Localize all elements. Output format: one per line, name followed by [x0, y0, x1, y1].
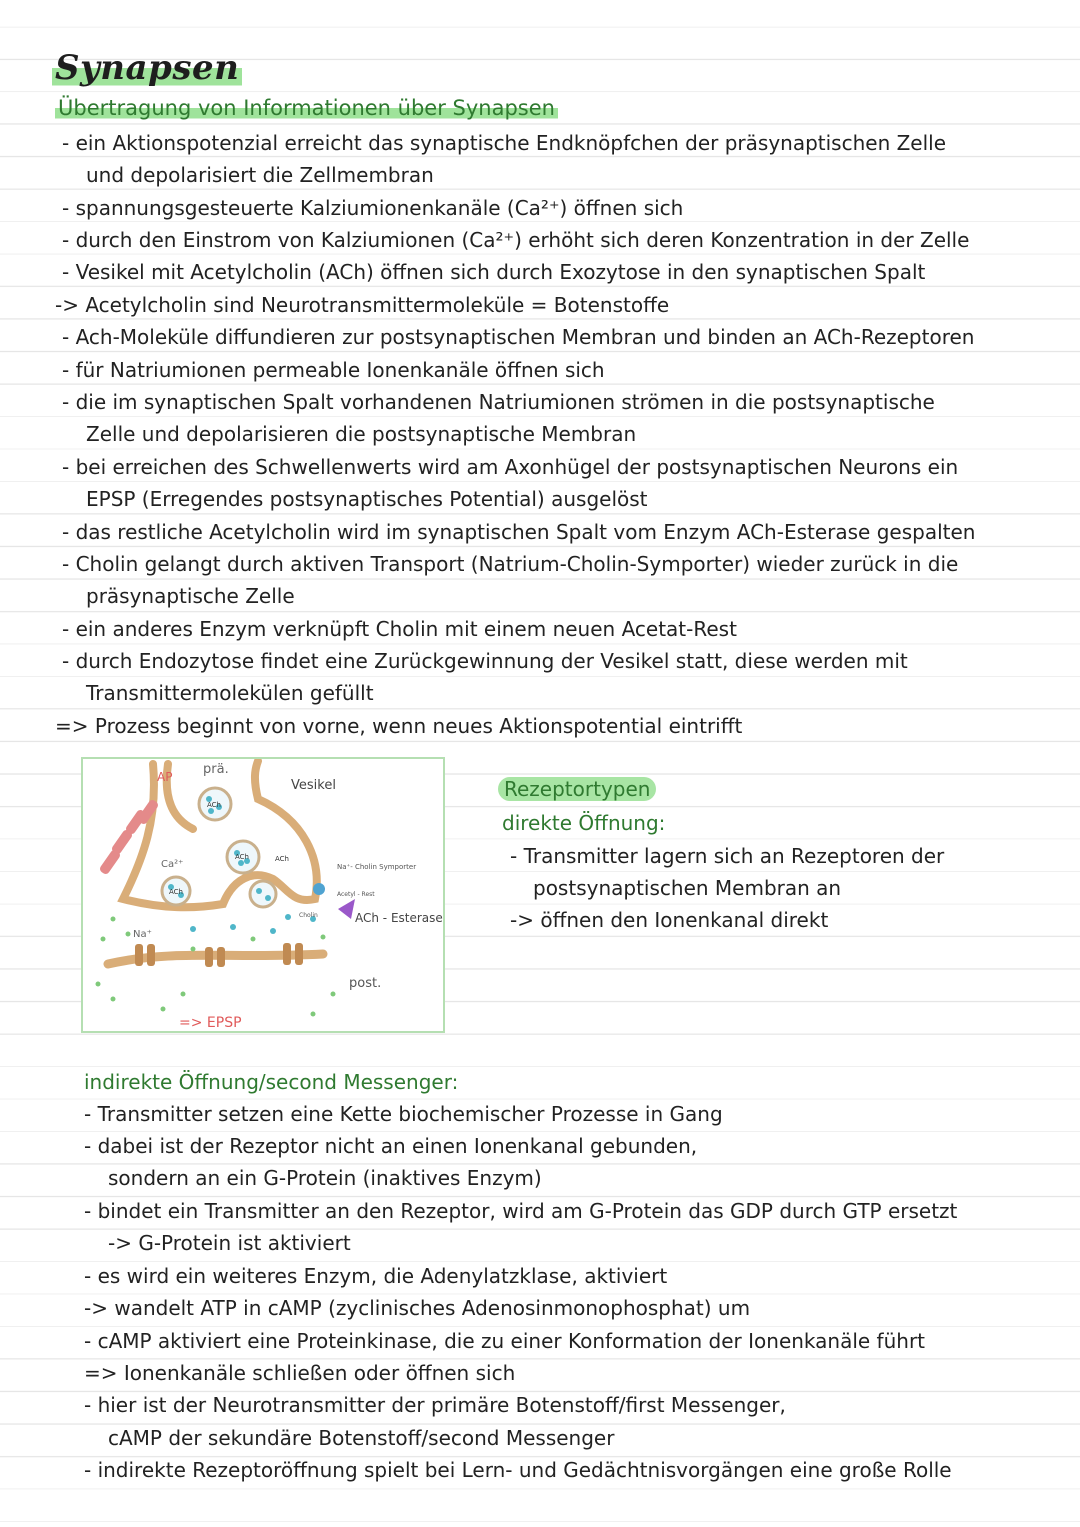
text-line: Zelle und depolarisieren die postsynaptische Membran — [86, 422, 637, 446]
vesicle-icon — [250, 881, 276, 907]
text-line: - bindet ein Transmitter an den Rezeptor, wird am G-Protein das GDP durch GTP ersetzt — [84, 1199, 958, 1223]
text-line: - Ach-Moleküle diffundieren zur postsynaptischen Membran und binden an ACh-Rezeptoren — [62, 325, 975, 349]
text-line: - indirekte Rezeptoröffnung spielt bei Lern- und Gedächtnisvorgängen eine große Rolle — [84, 1458, 952, 1482]
text-line: - für Natriumionen permeable Ionenkanäle öffnen sich — [62, 358, 605, 382]
pre-label: prä. — [203, 762, 229, 777]
presynaptic-membrane — [123, 761, 317, 907]
synapse-illustration — [83, 759, 443, 1031]
receptor-icon — [283, 943, 291, 965]
direct-opening-heading: direkte Öffnung: — [502, 811, 666, 835]
text-line: -> wandelt ATP in cAMP (zyclinisches Adenosinmonophosphat) um — [84, 1296, 751, 1320]
text-line: - das restliche Acetylcholin wird im synaptischen Spalt vom Enzym ACh-Esterase gespalten — [62, 520, 976, 544]
ach-label: ACh — [169, 888, 183, 896]
page-title: Synapsen — [52, 48, 242, 88]
text-line: - durch den Einstrom von Kalziumionen (Ca²⁺) erhöht sich deren Konzentration in der Zelle — [62, 228, 970, 252]
cholin-label: Cholin — [299, 912, 318, 919]
text-line: - ein anderes Enzym verknüpft Cholin mit einem neuen Acetat-Rest — [62, 617, 737, 641]
text-line: - Vesikel mit Acetylcholin (ACh) öffnen sich durch Exozytose in den synaptischen Spalt — [62, 260, 926, 284]
ach-label: ACh — [207, 801, 221, 809]
text-line: - bei erreichen des Schwellenwerts wird am Axonhügel der postsynaptischen Neurons ein — [62, 455, 959, 479]
text-line: und depolarisiert die Zellmembran — [86, 163, 434, 187]
rezeptortypen-heading: Rezeptortypen — [498, 777, 656, 801]
channel-icon — [98, 848, 121, 875]
text-line: - Transmitter setzen eine Kette biochemischer Prozesse in Gang — [84, 1102, 723, 1126]
receptor-icon — [217, 947, 225, 967]
text-line: postsynaptischen Membran an — [533, 876, 842, 900]
receptor-icon — [205, 947, 213, 967]
text-line: -> Acetylcholin sind Neurotransmittermoleküle = Botenstoffe — [55, 293, 670, 317]
text-line: - cAMP aktiviert eine Proteinkinase, die zu einer Konformation der Ionenkanäle führt — [84, 1329, 926, 1353]
sodium-ions — [96, 917, 336, 1017]
post-label: post. — [349, 976, 382, 991]
text-line: - hier ist der Neurotransmitter der primäre Botenstoff/first Messenger, — [84, 1393, 786, 1417]
text-line: - Transmitter lagern sich an Rezeptoren der — [510, 844, 945, 868]
acetyl-label: Acetyl - Rest — [337, 891, 375, 898]
ach-label: ACh — [235, 853, 249, 861]
text-line: sondern an ein G-Protein (inaktives Enzym) — [108, 1166, 542, 1190]
ach-label: ACh — [275, 855, 289, 863]
text-line: - ein Aktionspotenzial erreicht das synaptische Endknöpfchen der präsynaptischen Zelle — [62, 131, 947, 155]
text-line: -> G-Protein ist aktiviert — [108, 1231, 351, 1255]
text-line: - durch Endozytose findet eine Zurückgewinnung der Vesikel statt, diese werden mit — [62, 649, 908, 673]
calcium-label: Ca²⁺ — [161, 859, 184, 870]
text-line: präsynaptische Zelle — [86, 584, 295, 608]
esterase-label: ACh - Esterase — [355, 911, 443, 925]
text-line: - spannungsgesteuerte Kalziumionenkanäle (Ca²⁺) öffnen sich — [62, 196, 684, 220]
sodium-label: Na⁺ — [133, 929, 152, 940]
ap-label: AP — [157, 770, 173, 784]
vesikel-label: Vesikel — [291, 778, 336, 793]
esterase-icon — [338, 899, 355, 919]
text-line: => Ionenkanäle schließen oder öffnen sich — [84, 1361, 516, 1385]
text-line: => Prozess beginnt von vorne, wenn neues Aktionspotential eintrifft — [55, 714, 743, 738]
text-line: - Cholin gelangt durch aktiven Transport (Natrium-Cholin-Symporter) wieder zurück in die — [62, 552, 959, 576]
synapse-diagram — [81, 757, 445, 1033]
receptor-icon — [147, 944, 155, 966]
symporter-label: Na⁺- Cholin Symporter — [337, 863, 417, 871]
text-line: - dabei ist der Rezeptor nicht an einen Ionenkanal gebunden, — [84, 1134, 698, 1158]
text-line: EPSP (Erregendes postsynaptisches Potential) ausgelöst — [86, 487, 648, 511]
indirect-opening-heading: indirekte Öffnung/second Messenger: — [84, 1070, 459, 1094]
text-line: -> öffnen den Ionenkanal direkt — [510, 908, 829, 932]
text-line: - es wird ein weiteres Enzym, die Adenylatzklase, aktiviert — [84, 1264, 668, 1288]
text-line: cAMP der sekundäre Botenstoff/second Messenger — [108, 1426, 615, 1450]
text-line: - die im synaptischen Spalt vorhandenen Natriumionen strömen in die postsynaptische — [62, 390, 935, 414]
epsp-label: => EPSP — [179, 1015, 242, 1031]
text-line: Transmittermolekülen gefüllt — [86, 681, 374, 705]
symporter-icon — [313, 883, 325, 895]
receptor-icon — [135, 944, 143, 966]
section-heading: Übertragung von Informationen über Synapsen — [55, 96, 558, 120]
transmitter-molecules — [168, 796, 316, 934]
receptor-icon — [295, 943, 303, 965]
